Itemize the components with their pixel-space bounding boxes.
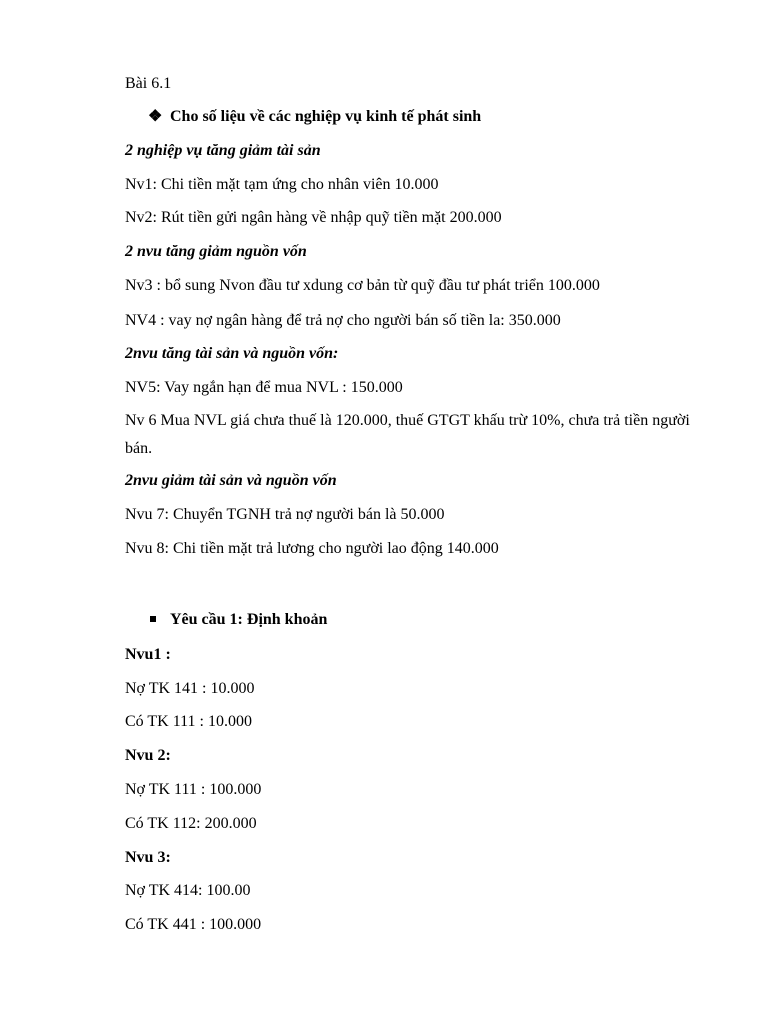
diamond-bullet-icon: ❖	[148, 108, 163, 125]
entry-3-title: Nvu 3:	[125, 849, 171, 866]
transaction-4: NV4 : vay nợ ngân hàng để trả nợ cho người bán số tiền la: 350.000	[125, 312, 561, 329]
entry-3-debit: Nợ TK 414: 100.00	[125, 882, 251, 899]
entry-2-title: Nvu 2:	[125, 747, 171, 764]
entry-3-credit: Có TK 441 : 100.000	[125, 916, 262, 933]
requirement-heading-text: Yêu cầu 1: Định khoản	[170, 611, 328, 628]
exercise-title: Bài 6.1	[125, 75, 172, 92]
transaction-2: Nv2: Rút tiền gửi ngân hàng về nhập quỹ tiền mặt 200.000	[125, 209, 502, 226]
entry-1-debit: Nợ TK 141 : 10.000	[125, 680, 255, 697]
entry-2-credit: Có TK 112: 200.000	[125, 815, 257, 832]
transaction-8: Nvu 8: Chi tiền mặt trả lương cho người lao động 140.000	[125, 540, 499, 557]
section-title-increase: 2nvu tăng tài sản và nguồn vốn:	[125, 345, 339, 362]
entry-2-debit: Nợ TK 111 : 100.000	[125, 781, 262, 798]
transaction-5: NV5: Vay ngắn hạn để mua NVL : 150.000	[125, 379, 403, 396]
main-heading-text: Cho số liệu về các nghiệp vụ kinh tế phát sinh	[170, 108, 482, 125]
entry-1-credit: Có TK 111 : 10.000	[125, 713, 252, 730]
requirement-heading	[148, 608, 327, 632]
section-title-decrease: 2nvu giảm tài sản và nguồn vốn	[125, 472, 337, 489]
transaction-6: Nv 6 Mua NVL giá chưa thuế là 120.000, thuế GTGT khấu trừ 10%, chưa trả tiền người bán.	[125, 412, 690, 457]
transaction-3: Nv3 : bổ sung Nvon đầu tư xdung cơ bản từ quỹ đầu tư phát triển 100.000	[125, 277, 600, 294]
section-title-assets: 2 nghiệp vụ tăng giảm tài sản	[125, 142, 321, 159]
main-heading	[148, 105, 481, 129]
entry-1-title: Nvu1 :	[125, 646, 171, 663]
transaction-1: Nv1: Chi tiền mặt tạm ứng cho nhân viên 10.000	[125, 176, 439, 193]
square-bullet-icon	[150, 616, 156, 622]
transaction-7: Nvu 7: Chuyển TGNH trả nợ người bán là 50.000	[125, 506, 445, 523]
section-title-capital: 2 nvu tăng giảm nguồn vốn	[125, 243, 307, 260]
